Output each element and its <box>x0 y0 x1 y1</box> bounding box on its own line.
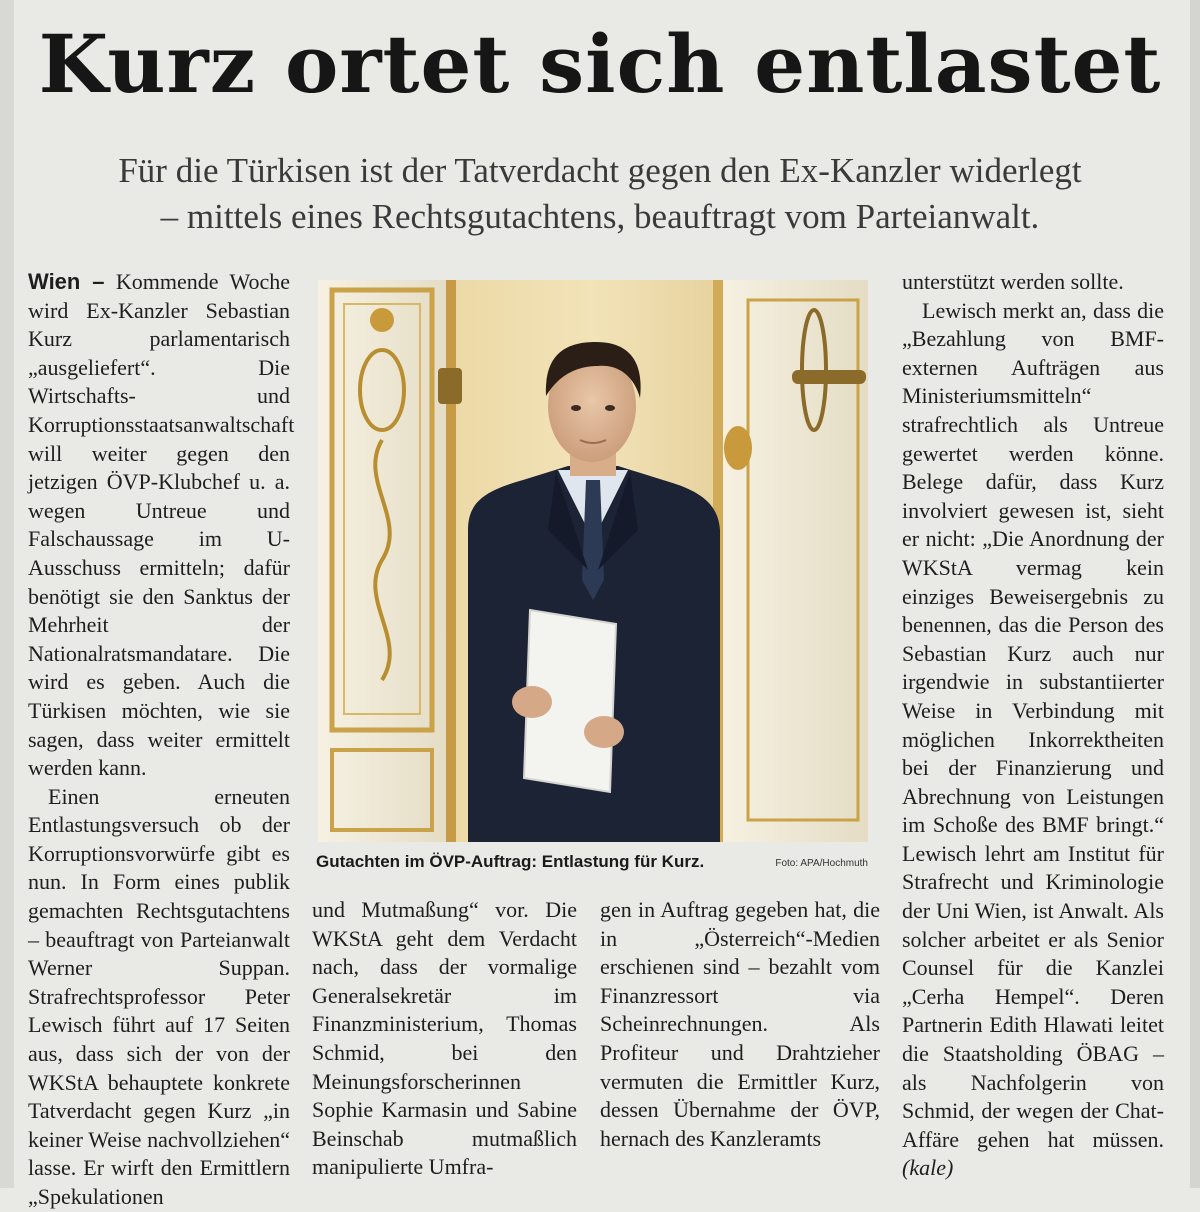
article-column-4 <box>902 268 1164 1183</box>
article-column-2 <box>312 896 577 1182</box>
page-edge-left <box>0 0 14 1188</box>
photo-credit: Foto: APA/Hochmuth <box>775 858 868 869</box>
page-edge-right <box>1190 0 1200 1188</box>
author-signature: (kale) <box>902 1155 954 1181</box>
subheadline-line-2: – mittels eines Rechtsgutachtens, beauftragt vom Parteianwalt. <box>160 197 1040 236</box>
article-column-1 <box>28 268 295 1212</box>
article-paragraph: und Mutmaßung“ vor. Die WKStA geht dem Verdacht nach, dass der vormalige Generalsekretär im Finanzministerium, Thomas Schmid, bei den Meinungsforscherinnen Sophie Karmasin und Sabine Beinschab mutmaßlich manipulierte Umfra- <box>312 897 577 1180</box>
article-paragraph <box>28 268 295 783</box>
article-photo <box>318 280 868 842</box>
dateline: Wien – <box>28 269 105 294</box>
article-paragraph: unterstützt werden sollte. <box>902 269 1124 294</box>
headline: Kurz ortet sich entlastet <box>38 17 1162 111</box>
paragraph-text: Kommende Woche wird Ex-Kanzler Sebastian Kurz parlamentarisch „ausgeliefert“. Die Wirtschafts- und Korruptionsstaatsanwaltschaft will weiter gegen den jetzigen ÖVP-Klubchef u. a. wegen Untreue und Falschaussage im U-Ausschuss ermitteln; dafür benötigt sie den Sanktus der Mehrheit der Nationalratsmandatare. Die wird es geben. Auch die Türkisen möchten, wie sie sagen, dass weiter ermittelt werden kann. <box>28 269 295 781</box>
article-column-3 <box>600 896 880 1153</box>
photo-caption-bar <box>316 852 872 880</box>
article-paragraph: gen in Auftrag gegeben hat, die in „Österreich“-Medien erschienen sind – bezahlt vom Finanzressort via Scheinrechnungen. Als Profiteur und Drahtzieher vermuten die Ermittler Kurz, dessen Übernahme der ÖVP, hernach des Kanzleramts <box>600 897 880 1151</box>
photo-caption: Gutachten im ÖVP-Auftrag: Entlastung für Kurz. <box>316 852 705 871</box>
paragraph-text: Lewisch merkt an, dass die „Bezahlung von BMF-externen Aufträgen aus Ministeriumsmitteln“ strafrechtlich als Untreue gewertet werden könne. Belege dafür, dass Kurz involviert gewesen ist, sieht er nicht: „Die Anordnung der WKStA vermag kein einziges Beweisergebnis zu benennen, das die Person des Sebastian Kurz auch nur irgendwie in substantiierter Weise in Verbindung mit möglichen Inkorrektheiten bei der Finanzierung und Abrechnung von Leistungen im Schoße des BMF bringt.“ Lewisch lehrt am Institut für Strafrecht und Kriminologie der Uni Wien, ist Anwalt. Als solcher arbeitet er als Senior Counsel für die Kanzlei „Cerha Hempel“. Deren Partnerin Edith Hlawati leitet die Staatsholding ÖBAG – als Nachfolgerin von Schmid, der wegen der Chat-Affäre gehen hat müssen. <box>902 297 1164 1152</box>
photo-kurz-in-doorway <box>318 280 868 842</box>
article-paragraph: Einen erneuten Entlastungsversuch ob der Korruptionsvorwürfe gibt es nun. In Form eines publik gemachten Rechtsgutachtens – beauftragt von Parteianwalt Werner Suppan. Strafrechtsprofessor Peter Lewisch führt auf 17 Seiten aus, dass sich der von der WKStA behauptete konkrete Tatverdacht gegen Kurz „in keiner Weise nachvollziehen“ lasse. Er wirft den Ermittlern „Spekulationen <box>28 783 290 1209</box>
article-paragraph <box>902 297 1164 1183</box>
subheadline <box>40 148 1160 240</box>
subheadline-line-1: Für die Türkisen ist der Tatverdacht gegen den Ex-Kanzler widerlegt <box>118 151 1082 190</box>
